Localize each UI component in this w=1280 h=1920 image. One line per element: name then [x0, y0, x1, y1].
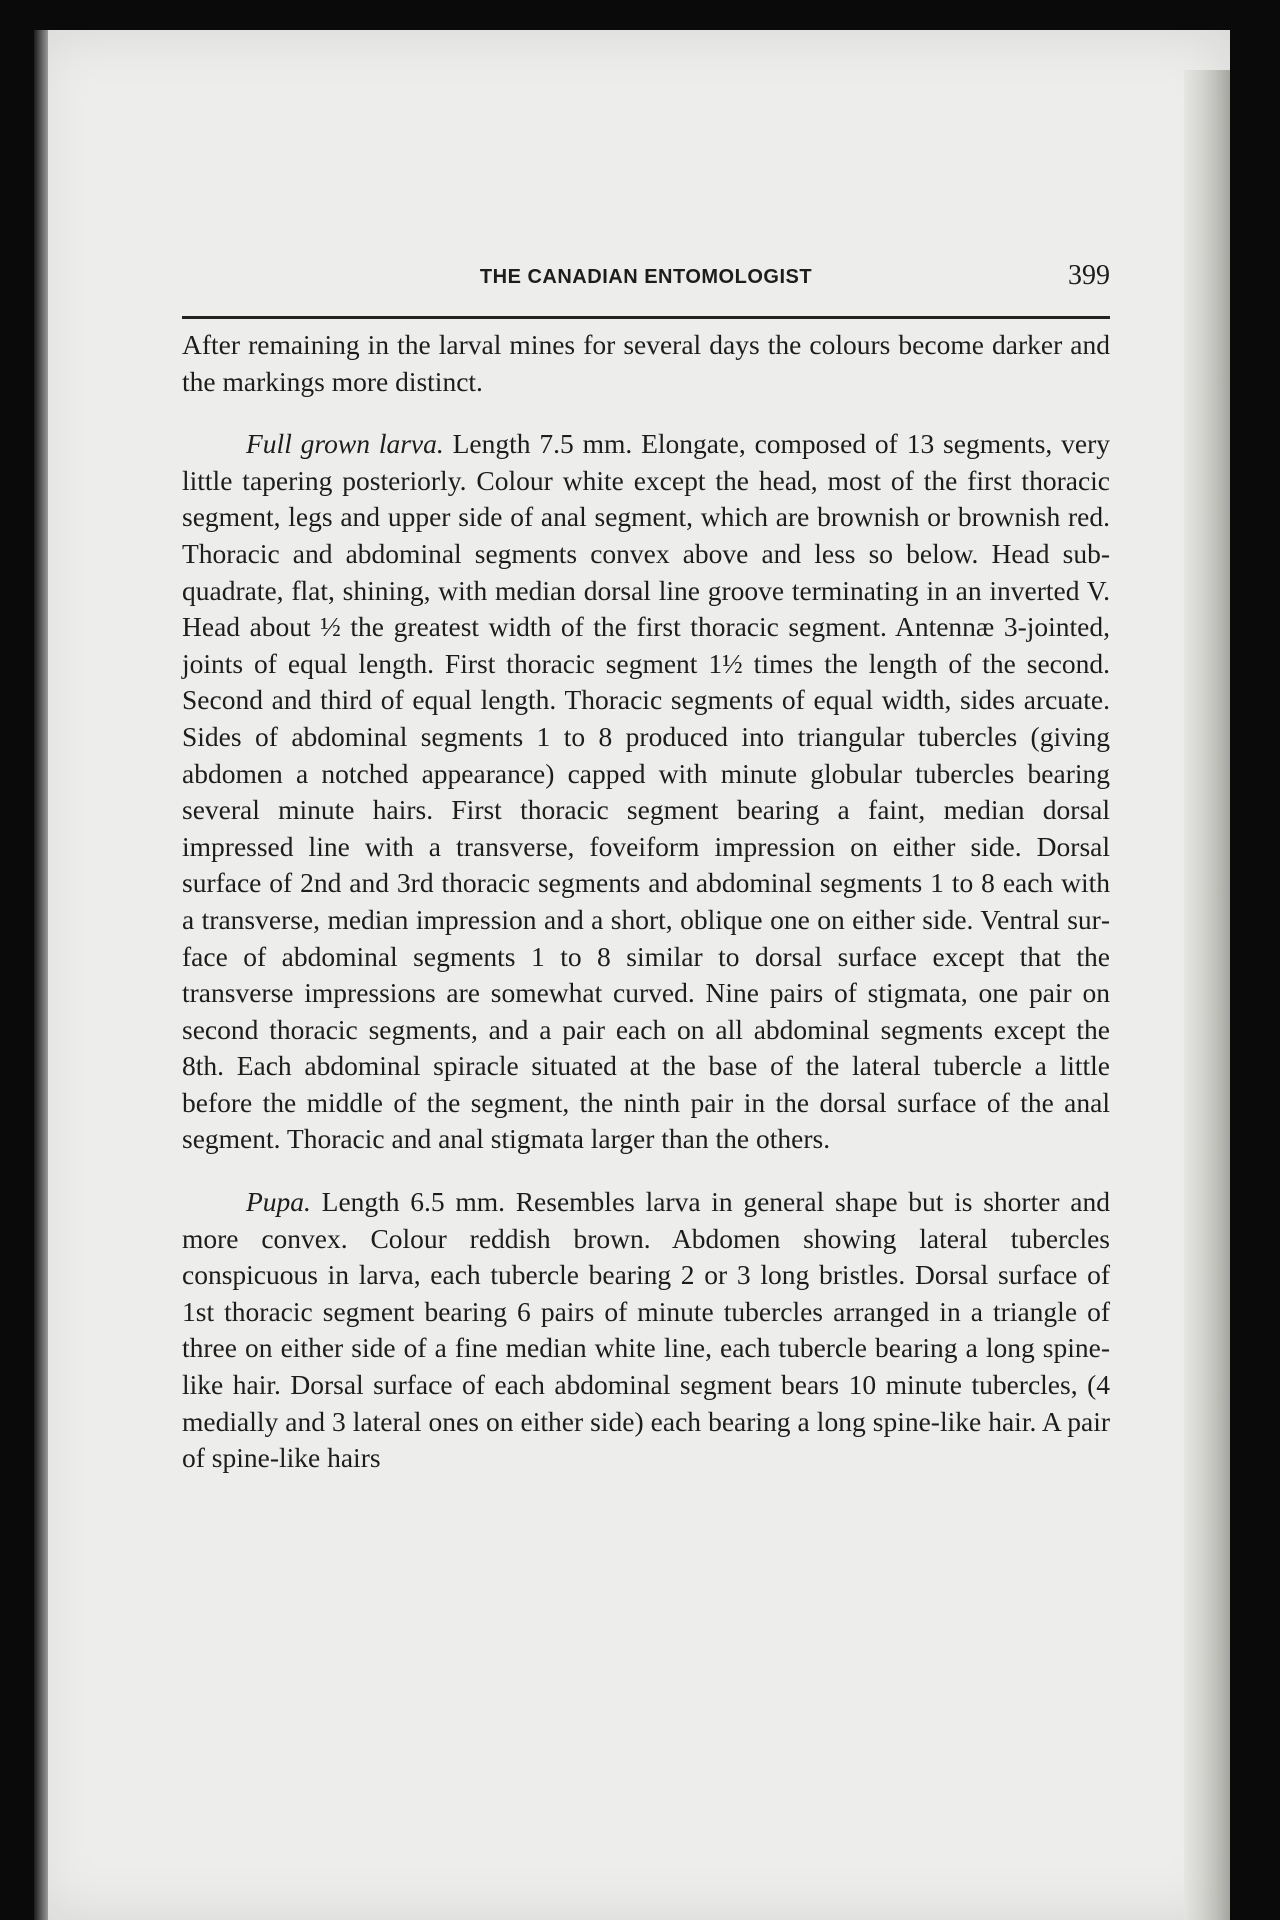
pupa-heading: Pupa. — [246, 1186, 311, 1218]
larva-description: Length 7.5 mm. Elongate, composed of 13 segments, very little tapering posteriorly. Colour white except the head, most of the first thoracic segment, legs and upper side of anal segment, which are brownish or brownish red. Thoracic and abdominal segments convex above and less so below. Head subquadrate, flat, shining, with median dorsal line groove terminating in an inverted V. Head about ½ the greatest width of the first thoracic segment. Antennæ 3-jointed, joints of equal length. First thoracic segment 1½ times the length of the second. Second and third of equal length. Thoracic segments of equal width, sides arcuate. Sides of abdominal segments 1 to 8 produced into triangular tubercles (giving abdomen a notched appearance) capped with minute globular tubercles bearing several minute hairs. First thoracic segment bearing a faint, median dorsal impressed line with a transverse, foveiform impression on either side. Dorsal surface of 2nd and 3rd thoracic segments and abdominal segments 1 to 8 each with a transverse, median impression and a short, oblique one on either side. Ventral surface of abdominal segments 1 to 8 similar to dorsal surface except that the transverse impressions are somewhat curved. Nine pairs of stigmata, one pair on second thoracic segments, and a pair each on all abdominal segments except the 8th. Each abdominal spiracle situated at the base of the lateral tubercle a little before the middle of the segment, the ninth pair in the dorsal surface of the anal segment. Thoracic and anal stigmata larger than the others. — [182, 428, 1110, 1155]
book-page — [34, 30, 1230, 1920]
page-content — [182, 262, 1110, 1477]
paragraph-pupa — [182, 1184, 1110, 1477]
paragraph-larva — [182, 426, 1110, 1158]
paragraph-continuation: After remaining in the larval mines for several days the colours become darker and the markings more distinct. — [182, 329, 1110, 397]
larva-heading: Full grown larva. — [246, 428, 444, 460]
body-text — [182, 327, 1110, 1477]
page-edge — [1184, 70, 1230, 1920]
page-number: 399 — [1068, 260, 1110, 291]
running-title: THE CANADIAN ENTOMOLOGIST — [479, 266, 813, 288]
page-gutter — [34, 30, 48, 1920]
pupa-description: Length 6.5 mm. Resembles larva in general shape but is shorter and more convex. Colour reddish brown. Abdomen showing lateral tubercles conspicuous in larva, each tubercle bearing 2 or 3 long bristles. Dorsal surface of 1st thoracic segment bearing 6 pairs of minute tubercles arranged in a triangle of three on either side of a fine median white line, each tubercle bearing a long spine-like hair. Dorsal surface of each abdominal segment bears 10 minute tubercles, (4 medially and 3 lateral ones on either side) each bearing a long spine-like hair. A pair of spine-like hairs — [182, 1186, 1110, 1474]
running-head — [182, 262, 1110, 306]
header-rule — [182, 316, 1110, 319]
